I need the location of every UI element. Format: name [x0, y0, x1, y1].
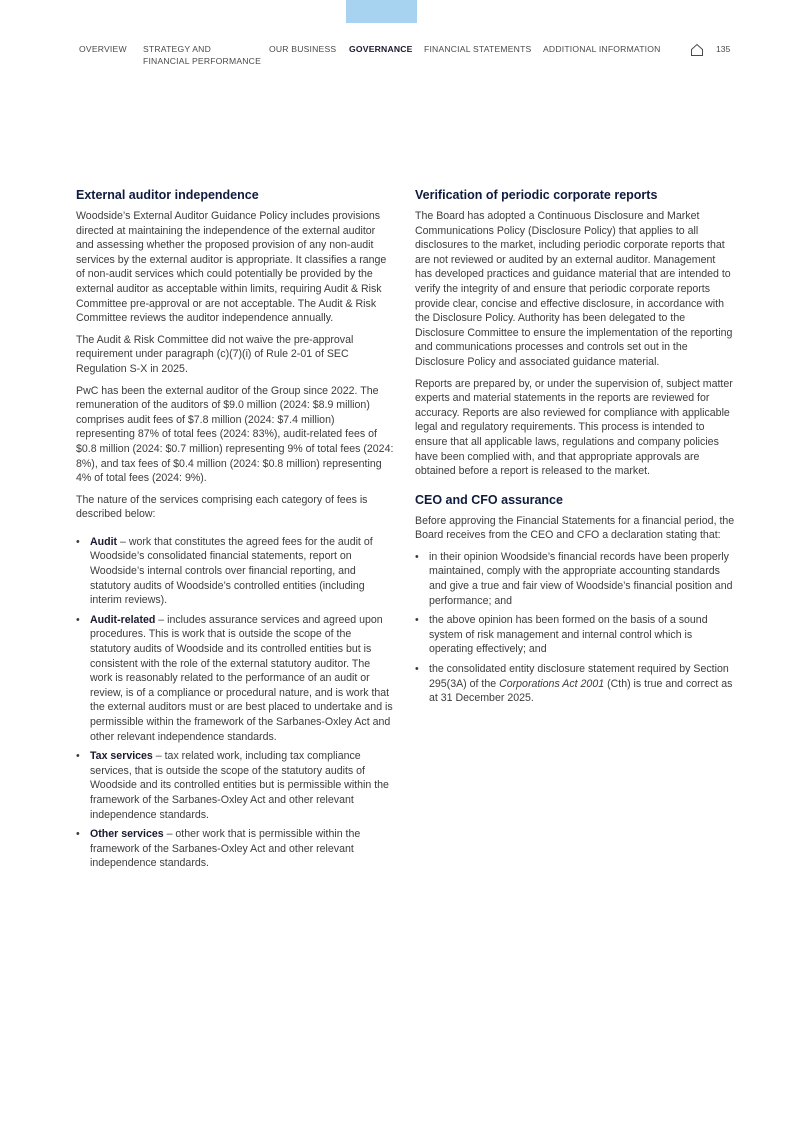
nav-financial-statements[interactable]: FINANCIAL STATEMENTS — [424, 44, 532, 54]
home-icon[interactable] — [690, 43, 704, 57]
heading-ceo-cfo-assurance: CEO and CFO assurance — [415, 492, 563, 507]
bullet-icon: • — [76, 750, 80, 763]
nav-our-business[interactable]: OUR BUSINESS — [269, 44, 337, 54]
bullet-icon: • — [76, 828, 80, 841]
bullet-icon: • — [76, 613, 80, 626]
paragraph: PwC has been the external auditor of the Group since 2022. The remuneration of the auditors of $9.0 million (2024: $8.9 million) comprises audit fees of $7.8 million (2024: $7.4 million) representing 87% of total fees (2024: 83%), audit-related fees of $0.8 million (2024: $0.7 million) representing 9% of total fees (2024: 8%), and tax fees of $0.4 million (2024: $0.8 million) representing 4% of total fees (2024: 9%). — [76, 384, 394, 485]
bullet-text: – tax related work, including tax compliance services, that is outside the scope of the statutory audits of Woodside and its controlled entities but is permissible within the framework of the Sarbanes-Oxley Act and other relevant independence standards. — [90, 750, 389, 821]
nav-additional-information[interactable]: ADDITIONAL INFORMATION — [543, 44, 661, 54]
bullet-term: Other services — [90, 828, 164, 841]
bullet-icon: • — [415, 614, 419, 627]
paragraph: Reports are prepared by, or under the supervision of, subject matter experts and material statements in the reports are reviewed for accuracy. Reports are also reviewed for compliance with applicable legal and regulatory requirements. This process is intended to ensure that all applicable laws, regulations and company policies have been complied with, and that appropriate approvals are obtained before a report is released to the market. — [415, 377, 733, 478]
list-item — [415, 662, 735, 706]
declaration-list — [415, 550, 735, 706]
bullet-text-pre: the consolidated entity disclosure statement required by Section 295(3A) of the — [429, 663, 729, 690]
list-item — [76, 749, 394, 822]
bullet-icon: • — [415, 663, 419, 676]
list-item — [415, 550, 735, 608]
act-title: Corporations Act 2001 — [499, 677, 605, 690]
bullet-text: in their opinion Woodside’s financial records have been properly maintained, comply with the appropriate accounting standards and give a true and fair view of Woodside’s financial position and performance; and — [429, 550, 733, 607]
list-item — [76, 613, 394, 744]
nav-strategy[interactable] — [143, 43, 261, 67]
bullet-text: – work that constitutes the agreed fees for the audit of Woodside’s consolidated financial statements, report on Woodside’s internal controls over financial reporting, and statutory audits of Woodside’s controlled entities (including interim reviews). — [90, 535, 373, 607]
bullet-term: Tax services — [90, 750, 153, 763]
bullet-icon: • — [415, 550, 419, 563]
bullet-text-post: (Cth) is true and correct as at 31 December 2025. — [429, 677, 733, 705]
list-item — [415, 613, 735, 657]
paragraph: The Board has adopted a Continuous Disclosure and Market Communications Policy (Disclosure Policy) that applies to all disclosures to the market, including periodic corporate reports that are not reviewed or audited by an external auditor. Management has developed practices and guidance material that are intended to verify the integrity of and ensure that periodic corporate reports provide clear, concise and effective disclosure, in accordance with the Disclosure Policy. Authority has been delegated to the Disclosure Committee to ensure the implementation of the reporting and communications processes and controls set out in the Disclosure Policy and associated guidance material. — [415, 210, 733, 368]
paragraph: Before approving the Financial Statements for a financial period, the Board receives from the CEO and CFO a declaration stating that: — [415, 514, 735, 542]
page-number: 135 — [716, 44, 731, 54]
nav-overview[interactable]: OVERVIEW — [79, 44, 127, 54]
bullet-term: Audit — [90, 535, 118, 548]
bullet-text: – other work that is permissible within the framework of the Sarbanes-Oxley Act and other relevant independence standards. — [90, 828, 361, 870]
list-item — [76, 535, 394, 608]
heading-verification-periodic-reports: Verification of periodic corporate reports — [415, 188, 658, 202]
nav-governance[interactable]: GOVERNANCE — [349, 44, 413, 54]
paragraph: The Audit & Risk Committee did not waive the pre-approval requirement under paragraph (c)(7)(i) of Rule 2-01 of SEC Regulation S-X in 2025. — [76, 333, 354, 375]
section-tab-accent — [346, 0, 417, 23]
bullet-term: Audit-related — [90, 613, 156, 626]
top-navigation — [0, 43, 793, 73]
bullet-icon: • — [76, 535, 80, 548]
left-column — [76, 187, 394, 878]
right-column — [415, 187, 735, 713]
heading-external-auditor-independence: External auditor independence — [76, 188, 259, 202]
bullet-text: the above opinion has been formed on the basis of a sound system of risk management and internal control which is operating effectively; and — [429, 614, 708, 656]
paragraph: The nature of the services comprising each category of fees is described below: — [76, 493, 368, 521]
paragraph: Woodside’s External Auditor Guidance Policy includes provisions directed at maintaining the independence of the external auditor and assessing whether the proposed provision of any non-audit services by the external auditor is appropriate. It classifies a range of non-audit services which could potentially be provided by the external auditor as acceptable within limits, requiring Audit & Risk Committee pre-approval or are not acceptable. The Audit & Risk Committee reviews the auditor independence annually. — [76, 210, 387, 325]
fee-category-list — [76, 535, 394, 871]
nav-strategy-line1: STRATEGY AND — [143, 44, 211, 54]
nav-strategy-line2: FINANCIAL PERFORMANCE — [143, 56, 261, 66]
bullet-text: – includes assurance services and agreed upon procedures. This is work that is outside the scope of the statutory audits of Woodside and its controlled entities but is consistent with the role of the external statutory auditor. The work is reasonably related to the performance of an audit or review, is of a compliance or procedural nature, and is work that the external auditors must or are best placed to undertake and is permissible within the framework of the Sarbanes-Oxley Act and other relevant independence standards. — [90, 613, 393, 743]
list-item — [76, 827, 394, 871]
